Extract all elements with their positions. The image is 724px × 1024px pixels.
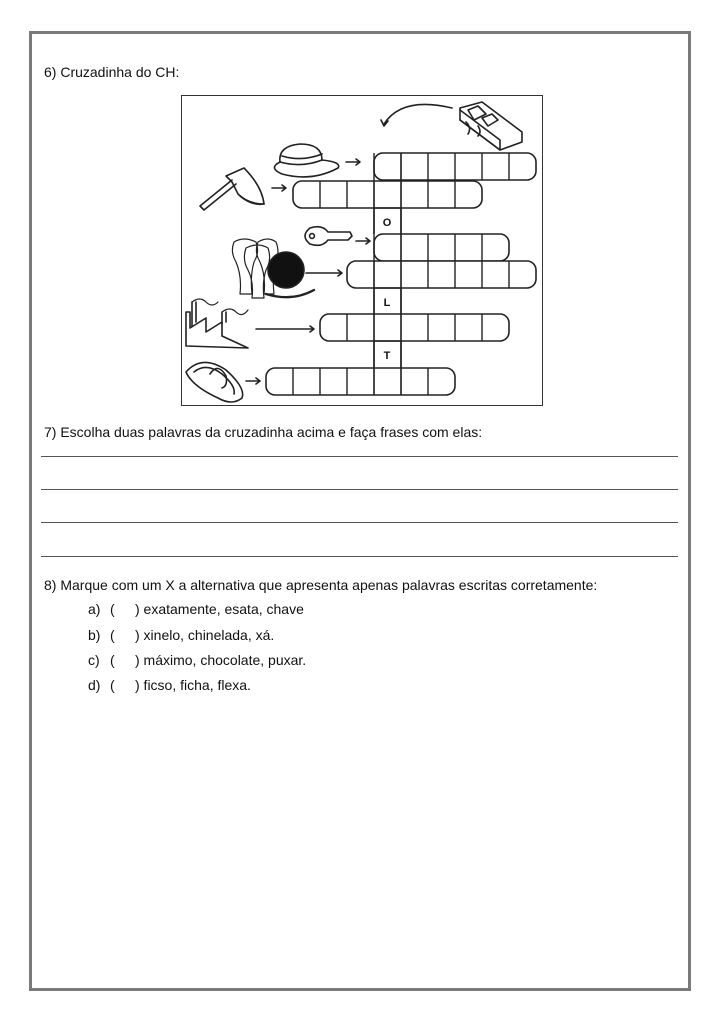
crossword-cell[interactable]	[482, 153, 509, 180]
crossword-cell[interactable]	[401, 368, 428, 395]
crossword-cell[interactable]	[401, 181, 428, 208]
hidden-letter-t: T	[383, 350, 391, 362]
crossword-cell[interactable]	[320, 181, 347, 208]
bowling-icon	[232, 239, 314, 298]
question-6-title: 6) Cruzadinha do CH:	[44, 64, 180, 80]
checkbox-paren[interactable]: (	[110, 601, 115, 617]
crossword-cell[interactable]	[428, 153, 455, 180]
crossword-cell[interactable]	[374, 234, 401, 261]
crossword-cell[interactable]	[293, 181, 320, 208]
crossword-cell[interactable]	[455, 181, 482, 208]
crossword-cell[interactable]	[455, 261, 482, 288]
answer-line-3[interactable]	[41, 522, 678, 523]
option-text: ) xinelo, chinelada, xá.	[135, 627, 275, 643]
crossword-cell[interactable]	[428, 314, 455, 341]
crossword-cell[interactable]	[509, 261, 536, 288]
key-icon	[305, 227, 352, 246]
crossword-cell[interactable]	[401, 234, 428, 261]
crossword-cell[interactable]	[347, 261, 374, 288]
option-d[interactable]	[88, 677, 251, 693]
crossword-cell[interactable]	[347, 181, 374, 208]
checkbox-paren[interactable]: (	[110, 652, 115, 668]
option-a[interactable]	[88, 601, 304, 617]
option-c[interactable]	[88, 652, 306, 668]
crossword-cell[interactable]	[266, 368, 293, 395]
crossword-cell[interactable]	[482, 234, 509, 261]
answer-line-4[interactable]	[41, 556, 678, 557]
checkbox-paren[interactable]: (	[110, 677, 115, 693]
option-text: ) máximo, chocolate, puxar.	[135, 652, 307, 668]
crossword-cell[interactable]	[482, 314, 509, 341]
option-text: ) ficso, ficha, flexa.	[135, 677, 251, 693]
checkbox-paren[interactable]: (	[110, 627, 115, 643]
factory-icon	[186, 299, 248, 348]
option-label: a)	[88, 601, 101, 617]
crossword-cell[interactable]	[320, 314, 347, 341]
option-label: d)	[88, 677, 101, 693]
crossword-cell[interactable]	[401, 314, 428, 341]
answer-line-1[interactable]	[41, 456, 678, 457]
answer-line-2[interactable]	[41, 489, 678, 490]
crossword-cell[interactable]	[347, 314, 374, 341]
crossword-cell[interactable]	[374, 314, 401, 341]
crossword-cell[interactable]	[401, 261, 428, 288]
crossword-cell[interactable]	[455, 153, 482, 180]
hidden-letter-o: O	[382, 217, 392, 229]
crossword-cell[interactable]	[455, 314, 482, 341]
question-8-title: 8) Marque com um X a alternativa que apresenta apenas palavras escritas corretamente:	[44, 577, 598, 593]
axe-icon	[200, 168, 264, 210]
hidden-letter-l: L	[383, 297, 391, 309]
crossword-cell[interactable]	[374, 181, 401, 208]
crossword-svg	[182, 96, 544, 407]
crossword-cell[interactable]	[428, 181, 455, 208]
question-7-title: 7) Escolha duas palavras da cruzadinha acima e faça frases com elas:	[44, 424, 483, 440]
crossword-cell[interactable]	[374, 368, 401, 395]
crossword-cell[interactable]	[347, 368, 374, 395]
crossword-cell[interactable]	[428, 368, 455, 395]
crossword-cell[interactable]	[320, 368, 347, 395]
crossword-cell[interactable]	[428, 234, 455, 261]
sandal-icon	[186, 362, 243, 402]
curved-arrow-icon	[384, 104, 452, 124]
crossword-cell[interactable]	[455, 234, 482, 261]
hat-icon	[274, 144, 338, 177]
crossword-cell[interactable]	[374, 153, 401, 180]
option-label: c)	[88, 652, 100, 668]
crossword-puzzle	[181, 95, 543, 406]
chocolate-bar-icon	[460, 102, 522, 150]
crossword-cell[interactable]	[374, 261, 401, 288]
crossword-cell[interactable]	[482, 261, 509, 288]
crossword-cell[interactable]	[428, 261, 455, 288]
crossword-cell[interactable]	[401, 153, 428, 180]
crossword-cell[interactable]	[509, 153, 536, 180]
crossword-cell[interactable]	[293, 368, 320, 395]
option-label: b)	[88, 627, 101, 643]
option-b[interactable]	[88, 627, 274, 643]
crossword-grid	[266, 153, 536, 395]
option-text: ) exatamente, esata, chave	[135, 601, 304, 617]
